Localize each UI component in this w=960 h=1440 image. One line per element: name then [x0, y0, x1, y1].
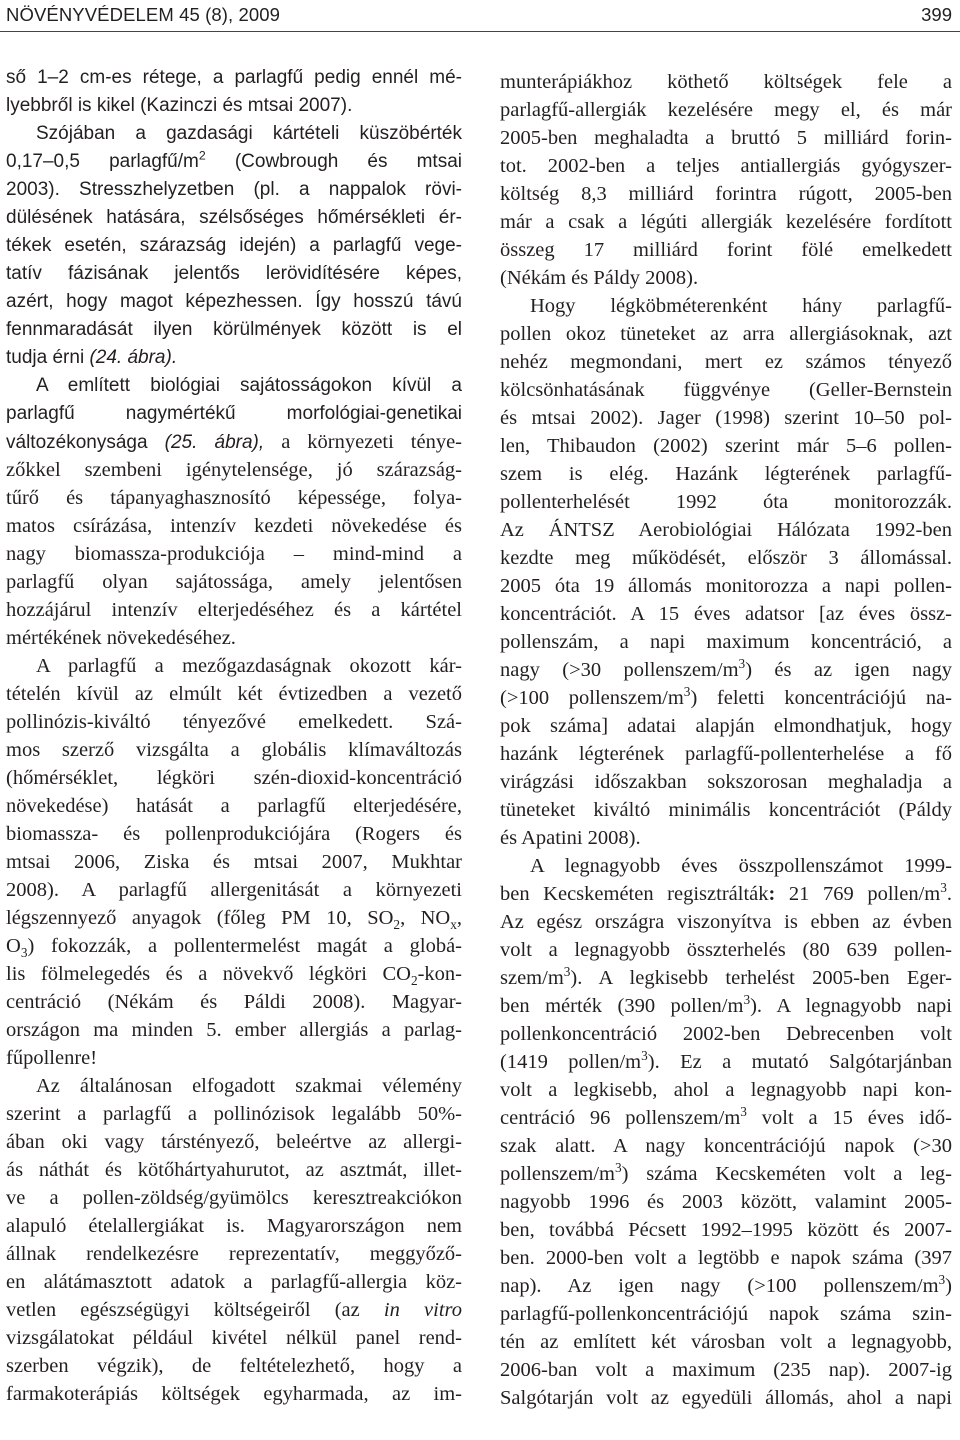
text-line: lis fölmelegedés és a növekvő légköri $CO_2-kon-$ [6, 963, 462, 989]
text-line: alapuló ételallergiákat is. Magyarországon nem [6, 1215, 462, 1237]
text-line: volt a legnagyobb összterhelés (80 639 pollen- [500, 939, 952, 961]
text-line: nagy biomassza-produkciója – mind-mind a [6, 543, 462, 565]
text-line: pollen okoz tüneteket az arra allergiásoknak, azt [500, 323, 952, 345]
text-line: ában oki vagy társtényező, beleértve az allergi- [6, 1131, 462, 1153]
text-line: nagy (>30 pollenszem/$m^3$) és az igen nagy [500, 656, 952, 681]
text-line: pollenszám, a napi maximum koncentráció, a [500, 631, 952, 653]
text-line: fennmaradását ilyen körülmények között is el [6, 319, 462, 340]
text-line: A említett biológiai sajátosságokon kívül a [36, 375, 462, 396]
text-line: szerint a parlagfű a pollinózisok legalább 50%- [6, 1103, 462, 1125]
text-line: centráció 96 pollenszem/$m^3$ volt a 15 éves idő- [500, 1104, 952, 1129]
text-line: Az általánosan elfogadott szakmai vélemény [36, 1075, 462, 1097]
text-line: lyebbről is kikel (Kazinczi és mtsai 2007). [6, 95, 353, 116]
text-line: biomassza- és pollenprodukciójára (Rogers és [6, 823, 462, 845]
text-line: nehéz megmondani, mert ez számos tényező [500, 351, 952, 373]
text-line: tüneteket kiváltó minimális koncentrációt (Páldy [500, 799, 952, 821]
text-line: növekedése) hatását a parlagfű elterjedésére, [6, 795, 462, 817]
text-line: fűpollenre! [6, 1047, 98, 1069]
text-line: összeg 17 milliárd forint fölé emelkedett [500, 239, 952, 261]
text-line: munterápiákhoz köthető költségek fele a [500, 71, 952, 93]
text-line: és mtsai 2002). Jager (1998) szerint 10–50 pol- [500, 407, 952, 429]
text-line: vizsgálatokat például kivétel nélkül panel rend- [6, 1327, 462, 1349]
text-line: szak alatt. A nagy koncentrációjú napok (>30 [500, 1135, 952, 1157]
text-line: mértékének növekedéséhez. [6, 627, 236, 649]
text-line: parlagfű-allergiák kezelésére megy el, és már [500, 99, 952, 121]
text-line: ás náthát és kötőhártyahurutot, az asztmát, illet- [6, 1159, 462, 1181]
text-line: szerben végzik), de feltételezhető, hogy a [6, 1355, 462, 1377]
text-line: parlagfű nagymértékű morfológiai-genetikai [6, 403, 462, 424]
text-line: A parlagfű a mezőgazdaságnak okozott kár- [36, 655, 462, 677]
text-line: légszennyező anyagok (főleg PM 10, $SO_2$, $NO_x$, [6, 907, 463, 933]
page-number: 399 [921, 4, 952, 25]
text-line: zőkkel szembeni igénytelensége, jó szárazság- [6, 459, 462, 481]
text-line: (Nékám és Páldy 2008). [500, 267, 699, 289]
text-line: Az ÁNTSZ Aerobiológiai Hálózata 1992-ben [500, 519, 952, 541]
text-line: tudja érni (24. ábra). [6, 347, 178, 368]
text-line: parlagfű olyan sajátossága, amely jelentősen [6, 571, 462, 593]
text-line: koncentrációt. A 15 éves adatsor [az éves össz- [500, 603, 952, 625]
text-line: farmakoterápiás költségek egyharmada, az im- [6, 1383, 462, 1405]
text-line: mos szerző vizsgálta a globális klímaváltozás [6, 739, 462, 761]
text-line: pok száma] adatai alapján elmondhatjuk, hogy [500, 715, 952, 737]
text-line: 0,17–0,5 parlagfű/$m^2$ (Cowbrough és mtsai [6, 148, 462, 172]
text-line: költség 8,3 milliárd forintra rúgott, 2005-ben [500, 183, 952, 205]
text-line: 2003). Stresszhelyzetben (pl. a nappalok rövi- [6, 179, 462, 200]
text-line: kezdte meg működését, először 3 állomással. [500, 547, 952, 569]
text-line: 2006-ban volt a maximum (235 nap). 2007-ig [500, 1359, 952, 1381]
text-line: dülésének hatására, szélsőséges hőmérsékleti ér- [6, 207, 462, 228]
text-line: 2008). A parlagfű allergenitását a környezeti [6, 879, 462, 901]
text-line: változékonysága (25. ábra), a környezeti ténye- [6, 431, 462, 453]
running-header [0, 0, 960, 32]
text-line: pollenszem/$m^3$) száma Kecskeméten volt a leg- [500, 1160, 952, 1185]
text-line: tot. 2002-ben a teljes antiallergiás gyógyszer- [500, 155, 952, 177]
text-line: azért, hogy magot képezhessen. Így hosszú távú [6, 291, 462, 312]
text-line: tén az említett két városban volt a legnagyobb, [500, 1331, 952, 1353]
text-line: ben. 2000-ben volt a legtöbb e napok száma (397 [500, 1247, 952, 1269]
text-line: hazánk légterének parlagfű-pollenterhelése a fő [500, 743, 952, 765]
text-line: Az egész országra viszonyítva is ebben az évben [500, 911, 952, 933]
header-rule [0, 31, 960, 32]
text-line: $O_3$) fokozzák, a pollentermelést magát a globá- [6, 935, 462, 961]
text-line: 2005-ben meghaladta a bruttó 5 milliárd forin- [500, 127, 952, 149]
text-line: (hőmérséklet, légköri szén-dioxid-koncentráció [6, 767, 462, 789]
text-line: Szójában a gazdasági kártételi küszöbérték [36, 123, 462, 144]
text-line: en alátámasztott adatok a parlagfű-allergia köz- [6, 1271, 462, 1293]
text-line: matos csírázása, intenzív kezdeti növekedése és [6, 515, 462, 537]
right-column [500, 68, 952, 1412]
text-line: ben mérték (390 pollen/$m^3$). A legnagyobb napi [500, 992, 952, 1017]
text-line: ső 1–2 cm-es rétege, a parlagfű pedig ennél mé- [6, 67, 462, 88]
text-line: kölcsönhatásának függvénye (Geller-Bernstein [500, 379, 952, 401]
text-line: 2005 óta 19 állomás monitorozza a napi pollen- [500, 575, 952, 597]
text-line: mtsai 2006, Ziska és mtsai 2007, Mukhtar [6, 851, 462, 873]
text-line: (1419 pollen/$m^3$). Ez a mutató Salgótarjánban [500, 1048, 952, 1073]
text-line: tételén kívül az elmúlt két évtizedben a vezető [6, 683, 462, 705]
text-line: Hogy légköbméterenként hány parlagfű- [530, 295, 952, 317]
text-line: parlagfű-pollenkoncentrációjú napok száma szin- [500, 1303, 952, 1325]
text-line: centráció (Nékám és Páldi 2008). Magyar- [6, 991, 462, 1013]
text-line: vetlen egészségügyi költségeiről (az in vitro [6, 1299, 463, 1321]
text-line: (>100 pollenszem/$m^3$) feletti koncentrációjú na- [500, 684, 953, 709]
text-line: szem is elég. Hazánk légterének parlagfű- [500, 463, 952, 485]
text-line: A legnagyobb éves összpollenszámot 1999- [530, 855, 952, 877]
text-line: pollinózis-kiváltó tényezővé emelkedett. Szá- [6, 711, 462, 733]
text-line: pollenkoncentráció 2002-ben Debrecenben volt [500, 1023, 952, 1045]
text-line: országon ma minden 5. ember allergiás a parlag- [6, 1019, 462, 1041]
text-line: szem/$m^3$). A legkisebb terhelést 2005-ben Eger- [500, 964, 952, 989]
text-line: pollenterhelését 1992 óta monitorozzák. [500, 491, 952, 513]
text-line: Salgótarján volt az egyedüli állomás, ahol a napi [500, 1387, 952, 1409]
text-line: nagyobb 1996 és 2003 között, valamint 2005- [500, 1191, 952, 1213]
text-line: len, Thibaudon (2002) szerint már 5–6 pollen- [500, 435, 952, 457]
text-line: már a csak a légúti allergiák kezelésére fordított [500, 211, 952, 233]
text-line: ben Kecskeméten regisztrálták: 21 769 pollen/$m^3$. [500, 880, 952, 905]
text-line: tatív fázisának jelentős lerövidítésére képes, [6, 263, 462, 284]
text-line: és Apatini 2008). [500, 827, 641, 849]
text-line: volt a legkisebb, ahol a legnagyobb napi kon- [500, 1079, 952, 1101]
text-line: állnak rendelkezésre reprezentatív, meggyőző- [6, 1243, 462, 1265]
text-line: tűrő és tápanyaghasznosító képessége, folya- [6, 487, 462, 509]
text-line: ve a pollen-zöldség/gyümölcs keresztreakciókon [6, 1187, 462, 1209]
left-column [6, 64, 462, 1408]
text-line: virágzási időszakban sokszorosan meghaladja a [500, 771, 952, 793]
text-line: ben, továbbá Pécsett 1992–1995 között és 2007- [500, 1219, 952, 1241]
journal-citation: NÖVÉNYVÉDELEM 45 (8), 2009 [6, 4, 281, 25]
text-line: nap). Az igen nagy (>100 pollenszem/$m^3$) [500, 1272, 952, 1297]
text-line: hozzájárul intenzív elterjedéséhez és a kártétel [6, 599, 462, 621]
text-line: tékek esetén, szárazság idején) a parlagfű vege- [6, 235, 462, 256]
